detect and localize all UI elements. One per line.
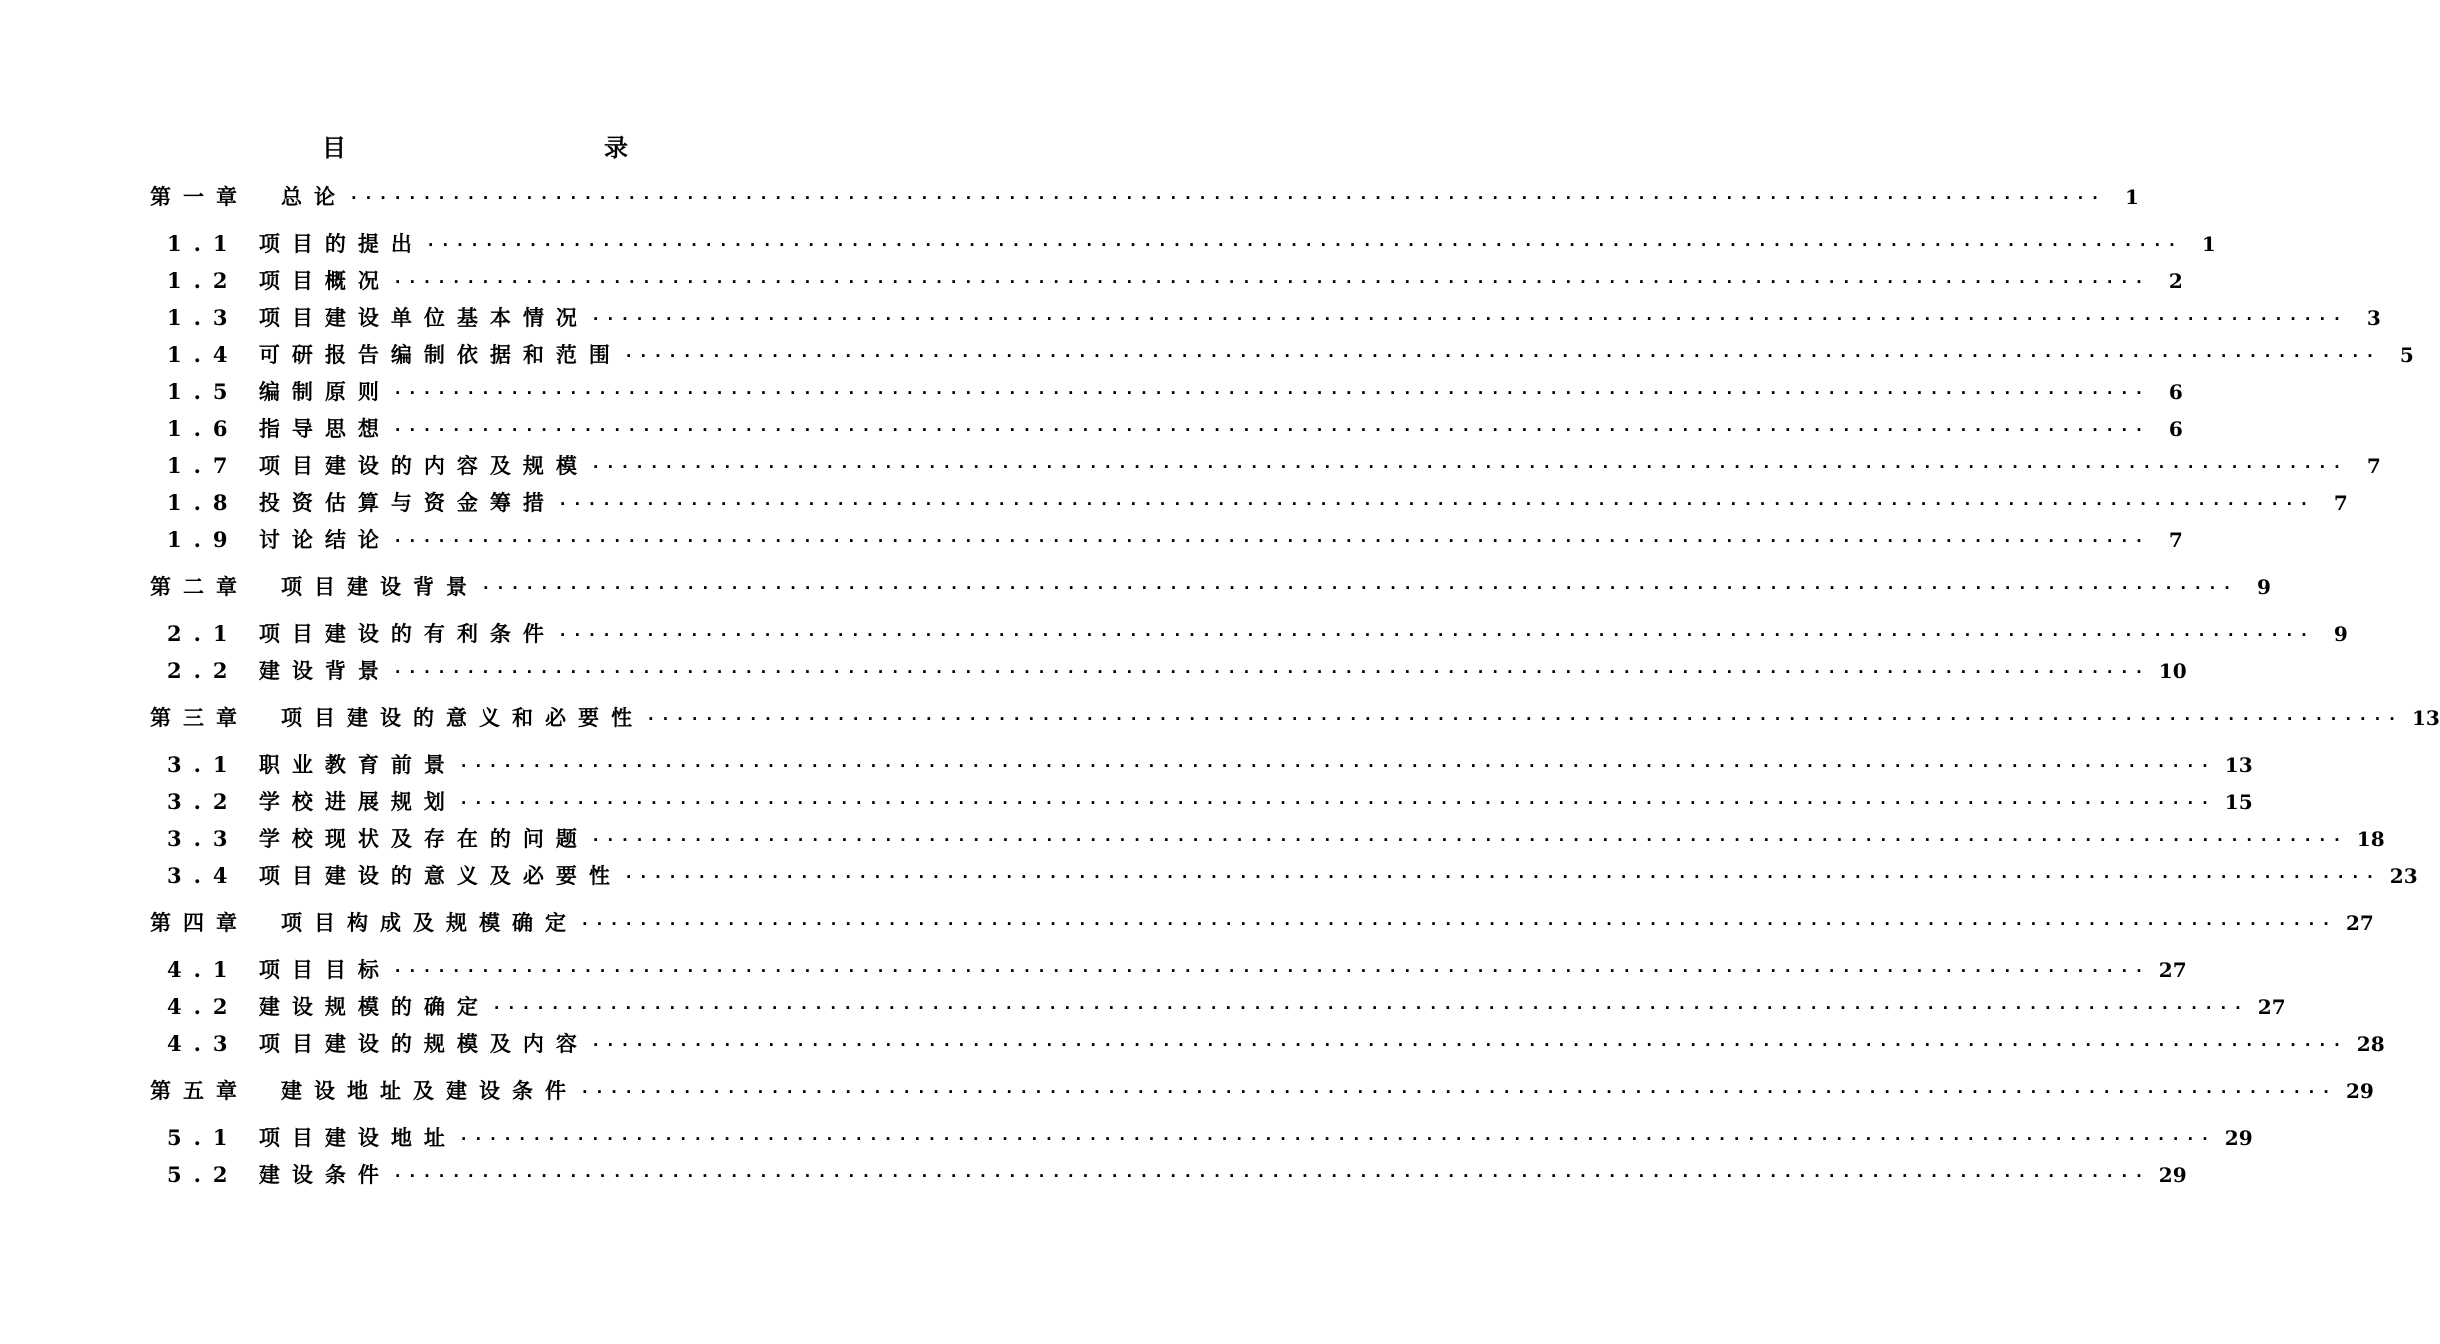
dot-leader: ........................................................................................................................ (392, 527, 2149, 546)
chapter-title: 项目构成及规模确定 (281, 910, 578, 935)
section-title: 1.9 讨论结论 (167, 527, 391, 552)
page-number: 10 (2158, 659, 2187, 683)
toc-section-entry[interactable] (167, 262, 2183, 296)
toc-section-entry[interactable] (167, 373, 2183, 407)
chapter-title: 总论 (281, 184, 347, 209)
dot-leader: ........................................................................................................................ (491, 994, 2248, 1013)
page-number: 13 (2224, 753, 2253, 777)
page-number: 29 (2158, 1163, 2187, 1187)
toc-section-entry[interactable] (167, 225, 2216, 259)
section-title: 3.3 学校现状及存在的问题 (167, 826, 589, 851)
section-title: 1.8 投资估算与资金筹措 (167, 490, 556, 515)
page-number: 3 (2366, 306, 2381, 330)
dot-leader: ........................................................................................................................ (623, 863, 2380, 882)
dot-leader: ........................................................................................................................ (590, 305, 2347, 324)
toc-section-entry[interactable] (167, 988, 2286, 1022)
section-title: 1.1 项目的提出 (167, 231, 424, 256)
page-number: 1 (2201, 232, 2216, 256)
chapter-number: 第二章 (150, 574, 249, 599)
toc-section-entry[interactable] (167, 521, 2183, 555)
toc-section-entry[interactable] (167, 746, 2253, 780)
toc-chapter-entry[interactable] (150, 568, 2271, 602)
dot-leader: ........................................................................................................................ (392, 658, 2149, 677)
page-number: 29 (2345, 1079, 2374, 1103)
page-number: 9 (2257, 575, 2271, 599)
dot-leader: ........................................................................................................................ (458, 789, 2215, 808)
dot-leader: ........................................................................................................................ (557, 621, 2314, 640)
toc-section-entry[interactable] (167, 615, 2348, 649)
dot-leader: ........................................................................................................................ (590, 453, 2347, 472)
chapter-number: 第五章 (150, 1078, 249, 1103)
section-title: 1.5 编制原则 (167, 379, 391, 404)
chapter-number: 第一章 (150, 184, 249, 209)
toc-section-entry[interactable] (167, 652, 2187, 686)
dot-leader: ........................................................................................................................ (392, 379, 2149, 398)
page-number: 9 (2333, 622, 2348, 646)
page-number: 27 (2345, 911, 2374, 935)
section-title: 1.6 指导思想 (167, 416, 391, 441)
section-title: 1.3 项目建设单位基本情况 (167, 305, 589, 330)
toc-section-entry[interactable] (167, 299, 2381, 333)
dot-leader: ........................................................................................................................ (590, 1031, 2347, 1050)
page-number: 7 (2168, 528, 2183, 552)
section-title: 3.4 项目建设的意义及必要性 (167, 863, 622, 888)
toc-section-entry[interactable] (167, 951, 2187, 985)
page-number: 29 (2224, 1126, 2253, 1150)
toc-section-entry[interactable] (167, 1156, 2187, 1190)
section-title: 2.2 建设背景 (167, 658, 391, 683)
chapter-title: 项目建设背景 (281, 574, 479, 599)
page-number: 7 (2366, 454, 2381, 478)
dot-leader: ........................................................................................................................ (580, 910, 2336, 929)
page-number: 6 (2168, 417, 2183, 441)
page-number: 15 (2224, 790, 2253, 814)
page-number: 23 (2389, 864, 2418, 888)
chapter-number: 第四章 (150, 910, 249, 935)
toc-section-entry[interactable] (167, 857, 2418, 891)
dot-leader: ........................................................................................................................ (392, 1162, 2149, 1181)
toc-chapter-entry[interactable] (150, 178, 2139, 212)
section-title: 5.1 项目建设地址 (167, 1125, 457, 1150)
dot-leader: ........................................................................................................................ (425, 231, 2182, 250)
toc-title: 目 录 (322, 133, 698, 162)
dot-leader: ........................................................................................................................ (392, 268, 2149, 287)
toc-section-entry[interactable] (167, 410, 2183, 444)
chapter-title: 建设地址及建设条件 (281, 1078, 578, 1103)
dot-leader: ........................................................................................................................ (590, 826, 2347, 845)
toc-chapter-entry[interactable] (150, 904, 2374, 938)
section-title: 3.2 学校进展规划 (167, 789, 457, 814)
toc-section-entry[interactable] (167, 336, 2414, 370)
section-title: 2.1 项目建设的有利条件 (167, 621, 556, 646)
dot-leader: ........................................................................................................................ (481, 574, 2237, 593)
dot-leader: ........................................................................................................................ (646, 705, 2402, 724)
page-number: 5 (2399, 343, 2414, 367)
dot-leader: ........................................................................................................................ (392, 957, 2149, 976)
toc-section-entry[interactable] (167, 447, 2381, 481)
section-title: 1.4 可研报告编制依据和范围 (167, 342, 622, 367)
dot-leader: ........................................................................................................................ (392, 416, 2149, 435)
section-title: 1.7 项目建设的内容及规模 (167, 453, 589, 478)
section-title: 3.1 职业教育前景 (167, 752, 457, 777)
dot-leader: ........................................................................................................................ (623, 342, 2380, 361)
page-number: 6 (2168, 380, 2183, 404)
toc-chapter-entry[interactable] (150, 1072, 2374, 1106)
page-number: 13 (2411, 706, 2440, 730)
dot-leader: ........................................................................................................................ (557, 490, 2314, 509)
dot-leader: ........................................................................................................................ (580, 1078, 2336, 1097)
toc-section-entry[interactable] (167, 783, 2253, 817)
toc-chapter-entry[interactable] (150, 699, 2440, 733)
page-number: 28 (2356, 1032, 2385, 1056)
section-title: 5.2 建设条件 (167, 1162, 391, 1187)
page-number: 7 (2333, 491, 2348, 515)
toc-section-entry[interactable] (167, 820, 2385, 854)
toc-section-entry[interactable] (167, 1025, 2385, 1059)
page-number: 1 (2125, 185, 2139, 209)
section-title: 4.2 建设规模的确定 (167, 994, 490, 1019)
page-number: 18 (2356, 827, 2385, 851)
chapter-number: 第三章 (150, 705, 249, 730)
page-number: 27 (2257, 995, 2286, 1019)
dot-leader: ........................................................................................................................ (458, 1125, 2215, 1144)
section-title: 1.2 项目概况 (167, 268, 391, 293)
dot-leader: ........................................................................................................................ (349, 184, 2105, 203)
chapter-title: 项目建设的意义和必要性 (281, 705, 644, 730)
page-number: 2 (2168, 269, 2183, 293)
dot-leader: ........................................................................................................................ (458, 752, 2215, 771)
section-title: 4.1 项目目标 (167, 957, 391, 982)
section-title: 4.3 项目建设的规模及内容 (167, 1031, 589, 1056)
toc-section-entry[interactable] (167, 1119, 2253, 1153)
toc-section-entry[interactable] (167, 484, 2348, 518)
page-number: 27 (2158, 958, 2187, 982)
